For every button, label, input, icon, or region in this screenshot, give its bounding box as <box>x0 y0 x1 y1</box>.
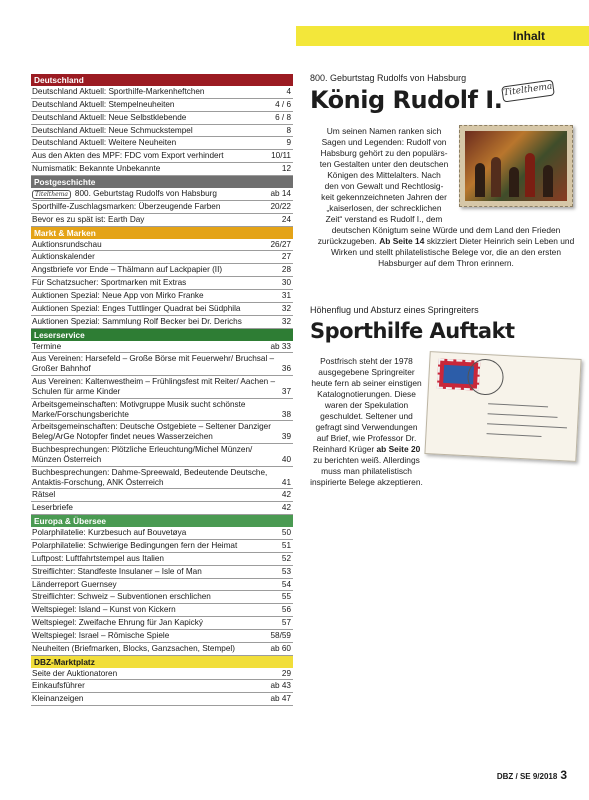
toc-page-number: ab 43 <box>270 681 291 691</box>
toc-entry <box>31 444 293 467</box>
toc-entry <box>31 214 293 227</box>
toc-entry <box>31 86 293 99</box>
toc-page-number: 32 <box>281 316 291 326</box>
toc-entry-title: Auktionen Spezial: Sammlung Rolf Becker bei Dr. Derichs <box>32 316 242 326</box>
toc-page-number: ab 60 <box>270 643 291 653</box>
toc-entry <box>31 467 293 490</box>
toc-page-number: 56 <box>281 605 291 615</box>
toc-page-number: 57 <box>281 618 291 628</box>
toc-entry-title: Streiflichter: Standfeste Insulaner – Isle of Man <box>32 566 202 576</box>
toc-page-number: 40 <box>281 454 291 464</box>
second-article <box>310 305 585 343</box>
toc-entry <box>31 604 293 617</box>
toc-entry-title: Titelthema 800. Geburtstag Rudolfs von Habsburg <box>32 189 267 199</box>
toc-entry-title: Neuheiten (Briefmarken, Blocks, Ganzsachen, Stempel) <box>32 643 235 653</box>
toc-page-number: 37 <box>281 386 291 396</box>
toc-section-header: Deutschland <box>31 74 293 86</box>
toc-page-number: 53 <box>281 566 291 576</box>
toc-page-number: 51 <box>281 541 291 550</box>
toc-page-number: 28 <box>281 265 291 275</box>
toc-entry-title: Für Schatzsucher: Sportmarken mit Extras <box>32 278 187 288</box>
toc-page-number: ab 14 <box>270 189 291 199</box>
toc-page-number: 27 <box>281 252 291 262</box>
toc-entry-title: Angstbriefe vor Ende – Thälmann auf Lackpapier (II) <box>32 265 223 275</box>
toc-entry-title: Arbeitsgemeinschaften: Deutsche Ostgebiete – Seltener Danziger Beleg/ArGe Notopfer findet neues Wasserzeichen <box>32 422 271 442</box>
toc-entry-title: Termine <box>32 341 62 351</box>
toc-section-header: DBZ-Marktplatz <box>31 656 293 668</box>
toc-entry <box>31 277 293 290</box>
article-kicker-2: Höhenflug und Absturz eines Springreiters <box>310 305 479 315</box>
toc-entry-title: Auktionen Spezial: Neue App von Mirko Franke <box>32 290 204 300</box>
toc-page-number: ab 47 <box>270 694 291 704</box>
toc-entry-title: Einkaufsführer <box>32 681 85 691</box>
toc-entry-title: Streiflichter: Schweiz – Subventionen erschlichen <box>32 592 211 602</box>
page-reference-2: ab Seite 20 <box>376 444 421 454</box>
toc-page-number: 58/59 <box>270 630 291 640</box>
toc-entry <box>31 188 293 201</box>
toc-entry <box>31 376 293 399</box>
toc-entry-title: Sporthilfe-Zuschlagsmarken: Überzeugende Farben <box>32 201 221 211</box>
toc-page-number: 42 <box>281 503 291 513</box>
article-kicker: 800. Geburtstag Rudolfs von Habsburg <box>310 73 467 83</box>
toc-entry-title: Deutschland Aktuell: Weitere Neuheiten <box>32 138 177 148</box>
toc-entry-title: Deutschland Aktuell: Stempelneuheiten <box>32 99 175 109</box>
toc-entry-title: Polarphilatelie: Kurzbesuch auf Bouvetøya <box>32 528 187 538</box>
toc-entry <box>31 290 293 303</box>
toc-entry-title: Aus den Akten des MPF: FDC vom Export verhindert <box>32 151 224 161</box>
toc-entry <box>31 353 293 376</box>
toc-page-number: 42 <box>281 490 291 500</box>
toc-page-number: 38 <box>281 409 291 419</box>
table-of-contents <box>31 74 293 706</box>
toc-page-number: 8 <box>286 125 291 135</box>
toc-entry <box>31 693 293 706</box>
toc-page-number: 4 <box>286 87 291 96</box>
toc-entry-title: Buchbesprechungen: Dahme-Spreewald, Bedeutende Deutsche, Antaktis-Forschung, ANK Österreich <box>32 467 268 487</box>
toc-entry <box>31 591 293 604</box>
toc-entry <box>31 617 293 630</box>
toc-entry <box>31 264 293 277</box>
toc-page-number: 55 <box>281 592 291 602</box>
toc-entry-title: Leserbriefe <box>32 503 73 513</box>
toc-entry <box>31 668 293 681</box>
toc-entry <box>31 316 293 329</box>
section-header-label: Inhalt <box>513 29 545 43</box>
toc-page-number: 4 / 6 <box>275 99 291 109</box>
toc-entry <box>31 99 293 112</box>
toc-entry-title: Kleinanzeigen <box>32 694 84 704</box>
article-title: König Rudolf I. <box>310 86 503 114</box>
toc-page-number: 39 <box>281 432 291 442</box>
rudolf-stamp-image <box>459 125 573 207</box>
toc-page-number: 54 <box>281 579 291 589</box>
toc-entry <box>31 630 293 643</box>
toc-page-number: 6 / 8 <box>275 112 291 122</box>
toc-entry <box>31 643 293 656</box>
toc-entry <box>31 137 293 150</box>
toc-page-number: ab 33 <box>270 341 291 351</box>
toc-page-number: 12 <box>281 164 291 174</box>
toc-entry-title: Weltspiegel: Island – Kunst von Kickern <box>32 605 176 615</box>
article-body-text: deutschen Königtum seine Würde und dem Land den Frieden zurückzugeben. Ab Seite 14 skizziert Dieter Heinrich sein Leben und Wirken und stellt philatelistische Belege vor, die an den ersten Habsburger auf dem Thron erinnern. <box>317 225 575 268</box>
toc-entry <box>31 303 293 316</box>
toc-entry <box>31 399 293 422</box>
toc-section-header: Europa & Übersee <box>31 515 293 527</box>
toc-entry-title: Auktionskalender <box>32 252 95 262</box>
toc-entry <box>31 251 293 264</box>
article-title-2: Sporthilfe Auftakt <box>310 319 515 343</box>
toc-entry <box>31 680 293 693</box>
section-header-bar <box>296 26 589 46</box>
toc-entry-title: Buchbesprechungen: Plötzliche Erleuchtung/Michel Münzen/ Münzen Österreich <box>32 445 253 464</box>
toc-entry-title: Deutschland Aktuell: Neue Schmuckstempel <box>32 125 193 135</box>
toc-entry-title: Bevor es zu spät ist: Earth Day <box>32 214 145 224</box>
toc-entry <box>31 201 293 214</box>
toc-section-header: Leserservice <box>31 329 293 341</box>
toc-entry <box>31 579 293 592</box>
toc-entry <box>31 527 293 540</box>
toc-entry <box>31 566 293 579</box>
toc-page-number: 31 <box>281 290 291 300</box>
toc-entry <box>31 553 293 566</box>
page-reference: Ab Seite 14 <box>379 236 425 246</box>
toc-entry-title: Deutschland Aktuell: Sporthilfe-Markenheftchen <box>32 87 205 96</box>
toc-entry-title: Luftpost: Luftfahrtstempel aus Italien <box>32 553 164 563</box>
toc-entry <box>31 125 293 138</box>
toc-entry-title: Länderreport Guernsey <box>32 579 117 589</box>
toc-entry <box>31 112 293 125</box>
toc-page-number: 41 <box>281 477 291 487</box>
toc-entry-title: Auktionsrundschau <box>32 239 102 249</box>
toc-entry <box>31 163 293 176</box>
toc-entry <box>31 150 293 163</box>
toc-entry-title: Aus Vereinen: Kaltenwestheim – Frühlingsfest mit Reiter/ Aachen – Schulen für arme Kinder <box>32 377 276 396</box>
toc-entry-title: Auktionen Spezial: Enges Tuttlinger Quadrat bei Südphila <box>32 303 241 313</box>
toc-page-number: 10/11 <box>271 151 291 161</box>
toc-entry <box>31 489 293 502</box>
toc-page-number: 9 <box>286 138 291 148</box>
toc-entry-title: Weltspiegel: Zweifache Ehrung für Jan Kapický <box>32 618 203 628</box>
toc-page-number: 29 <box>281 668 291 678</box>
toc-entry-title: Deutschland Aktuell: Neue Selbstklebende <box>32 112 187 122</box>
toc-entry <box>31 421 293 444</box>
article-intro-text: Um seinen Namen ranken sich Sagen und Legenden: Rudolf von Habsburg gehört zu den populärs- ten Gestalten unter den deutschen Königen des Mittelalters. Nach den von Gewalt und Rechtlosig- keit gekennzeichneten Jahren der „kaiserlosen, der schrecklichen Zeit“ verstand es Rudolf I., dem <box>319 126 449 224</box>
toc-page-number: 20/22 <box>270 201 291 211</box>
article-text-2: Postfrisch steht der 1978 ausgegebene Springreiter heute fern ab seiner einstigen Katalognotierungen. Diese waren der Spekulation geschuldet. Seltener und gefragt sind Verwendungen auf Brief, wie Professor Dr. Reinhard Krüger ab Seite 20 zu berichten weiß. Allerdings muss man philatelistisch inspirierte Belege akzeptieren. <box>310 356 423 487</box>
toc-entry-title: Numismatik: Bekannte Unbekannte <box>32 164 161 174</box>
toc-entry <box>31 540 293 553</box>
toc-entry <box>31 239 293 252</box>
titelthema-badge: Titelthema <box>32 190 71 199</box>
toc-page-number: 36 <box>281 364 291 374</box>
toc-entry-title: Seite der Auktionatoren <box>32 668 118 678</box>
cover-envelope-image <box>424 351 581 462</box>
toc-entry-title: Weltspiegel: Israel – Römische Spiele <box>32 630 170 640</box>
toc-page-number: 32 <box>281 303 291 313</box>
toc-section-header: Postgeschichte <box>31 176 293 188</box>
toc-page-number: 30 <box>281 278 291 288</box>
toc-page-number: 26/27 <box>270 239 291 249</box>
toc-entry-title: Polarphilatelie: Schwierige Bedingungen fern der Heimat <box>32 541 238 550</box>
page-footer: DBZ / SE 9/2018 3 <box>496 768 567 782</box>
toc-entry-title: Arbeitsgemeinschaften: Motivgruppe Musik sucht schönste Marke/Forschungsberichte <box>32 399 246 419</box>
titelthema-badge: Titelthema <box>501 79 555 102</box>
toc-entry <box>31 341 293 354</box>
toc-page-number: 24 <box>281 214 291 224</box>
toc-entry-title: Aus Vereinen: Harsefeld – Große Börse mit Feuerwehr/ Bruchsal – Großer Bahnhof <box>32 354 275 374</box>
toc-entry-title: Rätsel <box>32 490 56 500</box>
page-number: 3 <box>560 768 567 782</box>
toc-page-number: 50 <box>281 528 291 538</box>
toc-page-number: 52 <box>281 553 291 563</box>
toc-section-header: Markt & Marken <box>31 227 293 239</box>
toc-entry <box>31 502 293 515</box>
